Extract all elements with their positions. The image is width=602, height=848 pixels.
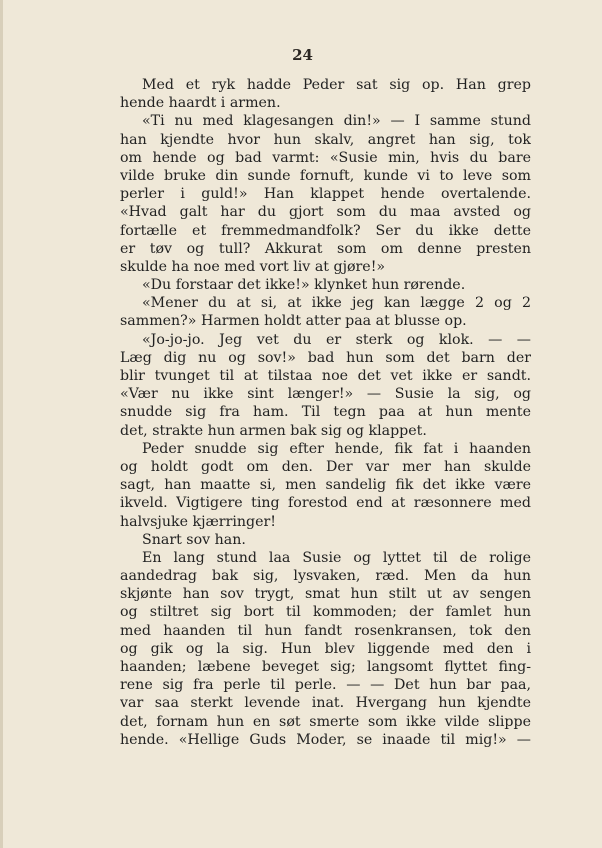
text-line: blir tvunget til at tilstaa noe det vet ikke er sandt. [120, 368, 531, 384]
text-line: snudde sig fra ham. Til tegn paa at hun mente [120, 404, 531, 421]
text-line: «Du forstaar det ikke!» klynket hun rørende. [142, 277, 466, 294]
text-line: og stiltret sig bort til kommoden; der famlet hun [120, 604, 531, 621]
text-line: om hende og bad varmt: «Susie min, hvis du bare [120, 149, 531, 166]
text-line: En lang stund laa Susie og lyttet til de rolige [142, 549, 531, 566]
text-line: hende haardt i armen. [120, 95, 281, 112]
text-line: vilde bruke din sunde fornuft, kunde vi to leve som [120, 167, 531, 184]
text-line: fortælle et fremmedmandfolk? Ser du ikke dette [120, 222, 531, 239]
text-line: skulde ha noe med vort liv at gjøre!» [120, 258, 386, 275]
text-line: Med et ryk hadde Peder sat sig op. Han grep [142, 77, 531, 93]
text-line: haanden; læbene beveget sig; langsomt flyttet fing- [120, 659, 531, 675]
text-line: «Jo-jo-jo. Jeg vet du er sterk og klok. — — [142, 331, 531, 348]
text-line: «Ti nu med klagesangen din!» — I samme stund [142, 113, 531, 130]
text-line: Læg dig nu og sov!» bad hun som det barn der [120, 349, 531, 366]
text-line: er tøv og tull? Akkurat som om denne presten [120, 240, 531, 257]
text-line: «Vær nu ikke sint længer!» — Susie la sig, og [120, 386, 531, 403]
text-line: Peder snudde sig efter hende, fik fat i haanden [142, 440, 531, 457]
text-line: var saa sterkt levende inat. Hvergang hun kjendte [120, 695, 531, 712]
text-line: halvsjuke kjærringer! [120, 513, 277, 530]
text-line: Snart sov han. [142, 531, 246, 548]
text-line: sagt, han maatte si, men sandelig fik det ikke være [120, 477, 531, 494]
text-line: perler i guld!» Han klappet hende overtalende. [120, 186, 531, 203]
text-line: rene sig fra perle til perle. — — Det hun bar paa, [120, 677, 531, 694]
text-line: hende. «Hellige Guds Moder, se inaade til mig!» — [120, 731, 531, 748]
text-line: og holdt godt om den. Der var mer han skulde [120, 458, 531, 475]
text-line: «Hvad galt har du gjort som du maa avsted og [120, 204, 531, 221]
text-line: med haanden til hun fandt rosenkransen, tok den [120, 622, 531, 639]
body-text [120, 76, 531, 749]
page-number: 24 [292, 46, 313, 64]
text-line: det, fornam hun en søt smerte som ikke vilde slippe [120, 713, 531, 730]
text-line: og gik og la sig. Hun blev liggende med den i [120, 640, 531, 657]
text-line: ikveld. Vigtigere ting forestod end at ræsonnere med [120, 495, 531, 512]
text-line: det, strakte hun armen bak sig og klappet. [120, 422, 427, 439]
text-line: skjønte han sov trygt, smat hun stilt ut av sengen [120, 586, 531, 603]
text-line: «Mener du at si, at ikke jeg kan lægge 2 og 2 [142, 295, 531, 312]
text-line: sammen?» Harmen holdt atter paa at blusse op. [120, 313, 467, 330]
text-line: han kjendte hvor hun skalv, angret han sig, tok [120, 131, 531, 148]
text-line: aandedrag bak sig, lysvaken, ræd. Men da hun [120, 568, 531, 585]
